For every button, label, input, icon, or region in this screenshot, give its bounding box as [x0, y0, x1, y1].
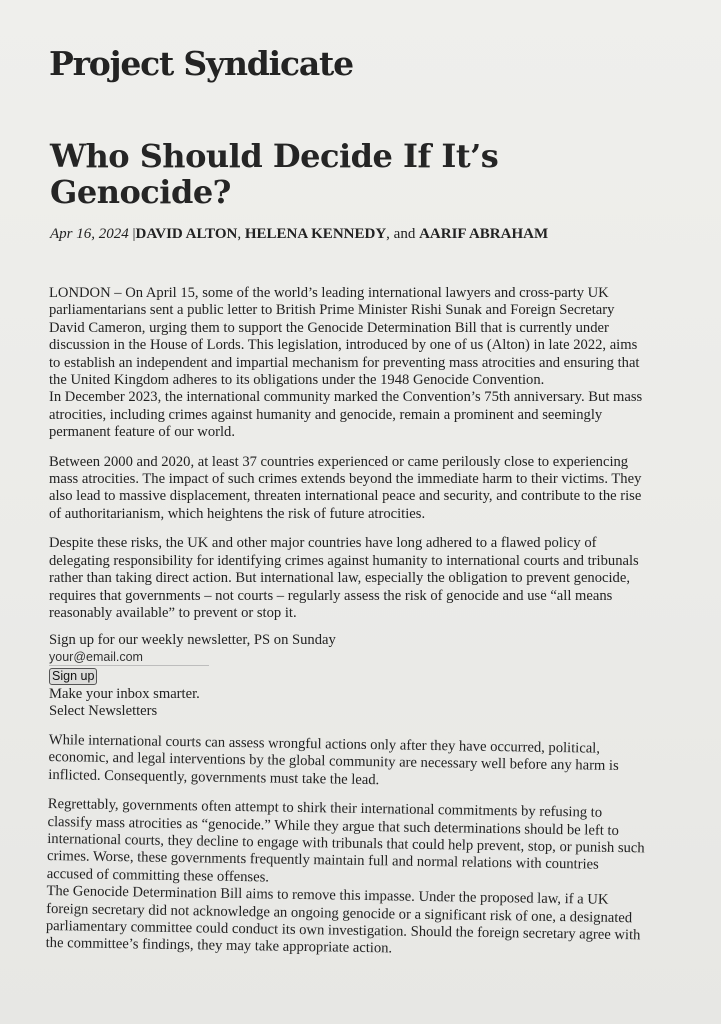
- paragraph: In December 2023, the international community marked the Convention’s 75th anniversary. But mass atrocities, including crimes against humanity and genocide, remain a prominent and seemingly permanent feature of our world.: [49, 389, 643, 441]
- author-link[interactable]: AARIF ABRAHAM: [419, 226, 549, 242]
- paragraph: While international courts can assess wrongful actions only after they have occurred, political, economic, and legal interventions by the global community are necessary well before any harm is inflicted. Consequently, governments must take the lead.: [48, 731, 619, 788]
- article-body: [45, 285, 649, 957]
- byline-separator: |: [132, 226, 136, 242]
- lower-article-text: [46, 732, 649, 962]
- newsletter-signup: [49, 632, 649, 719]
- paragraph: The Genocide Determination Bill aims to remove this impasse. Under the proposed law, if a UK foreign secretary did not acknowledge an ongoing genocide or a significant risk of one, a designated parliamentary committee could conduct its own investigation. Should the foreign secretary agree with the committee’s findings, they may take appropriate action.: [45, 882, 641, 957]
- newsletter-title: Sign up for our weekly newsletter, PS on Sunday: [49, 632, 336, 649]
- sign-up-button[interactable]: Sign up: [49, 668, 97, 685]
- article-byline: [50, 226, 690, 243]
- paragraph: Despite these risks, the UK and other major countries have long adhered to a flawed policy of delegating responsibility for identifying crimes against humanity to international courts and tribunals rather than taking direct action. But international law, especially the obligation to prevent genocide, requires that governments – not courts – regularly assess the risk of genocide and use “all means reasonably available” to prevent or stop it.: [49, 535, 639, 621]
- author-link[interactable]: DAVID ALTON: [135, 226, 238, 242]
- email-field[interactable]: your@email.com: [49, 649, 209, 666]
- author-link[interactable]: HELENA KENNEDY: [244, 226, 387, 242]
- paragraph: Between 2000 and 2020, at least 37 countries experienced or came perilously close to experiencing mass atrocities. The impact of such crimes extends beyond the immediate harm to their victims. They also lead to massive displacement, threaten international peace and security, and contribute to the rise of authoritarianism, which heightens the risk of future atrocities.: [49, 453, 642, 522]
- article-headline: [50, 138, 610, 210]
- headline-line-2: Genocide?: [50, 173, 231, 211]
- paragraph: Regrettably, governments often attempt to shirk their international commitments by refusing to classify mass atrocities as “genocide.” While they argue that such determinations should be left to international courts, they decline to engage with tribunals that could help prevent, stop, or punish such crimes. Worse, these governments frequently maintain full and normal relations with countries accused of committing these offenses.: [46, 795, 645, 886]
- publish-date: Apr 16, 2024: [50, 226, 129, 242]
- headline-line-1: Who Should Decide If It’s: [50, 137, 499, 175]
- byline-and: , and: [386, 226, 420, 242]
- brand-logo: Project Syndicate: [49, 44, 353, 83]
- newsletter-tagline: Make your inbox smarter.: [49, 685, 200, 702]
- paragraph: LONDON – On April 15, some of the world’s leading international lawyers and cross-party UK parliamentarians sent a public letter to British Prime Minister Rishi Sunak and Foreign Secretary David Cameron, urging them to support the Genocide Determination Bill that is currently under discussion in the House of Lords. This legislation, introduced by one of us (Alton) in late 2022, aims to establish an independent and impartial mechanism for preventing mass atrocities and ensuring that the United Kingdom adheres to its obligations under the 1948 Genocide Convention.: [49, 285, 640, 389]
- byline-comma: ,: [237, 226, 245, 242]
- select-newsletters-link[interactable]: Select Newsletters: [49, 702, 158, 719]
